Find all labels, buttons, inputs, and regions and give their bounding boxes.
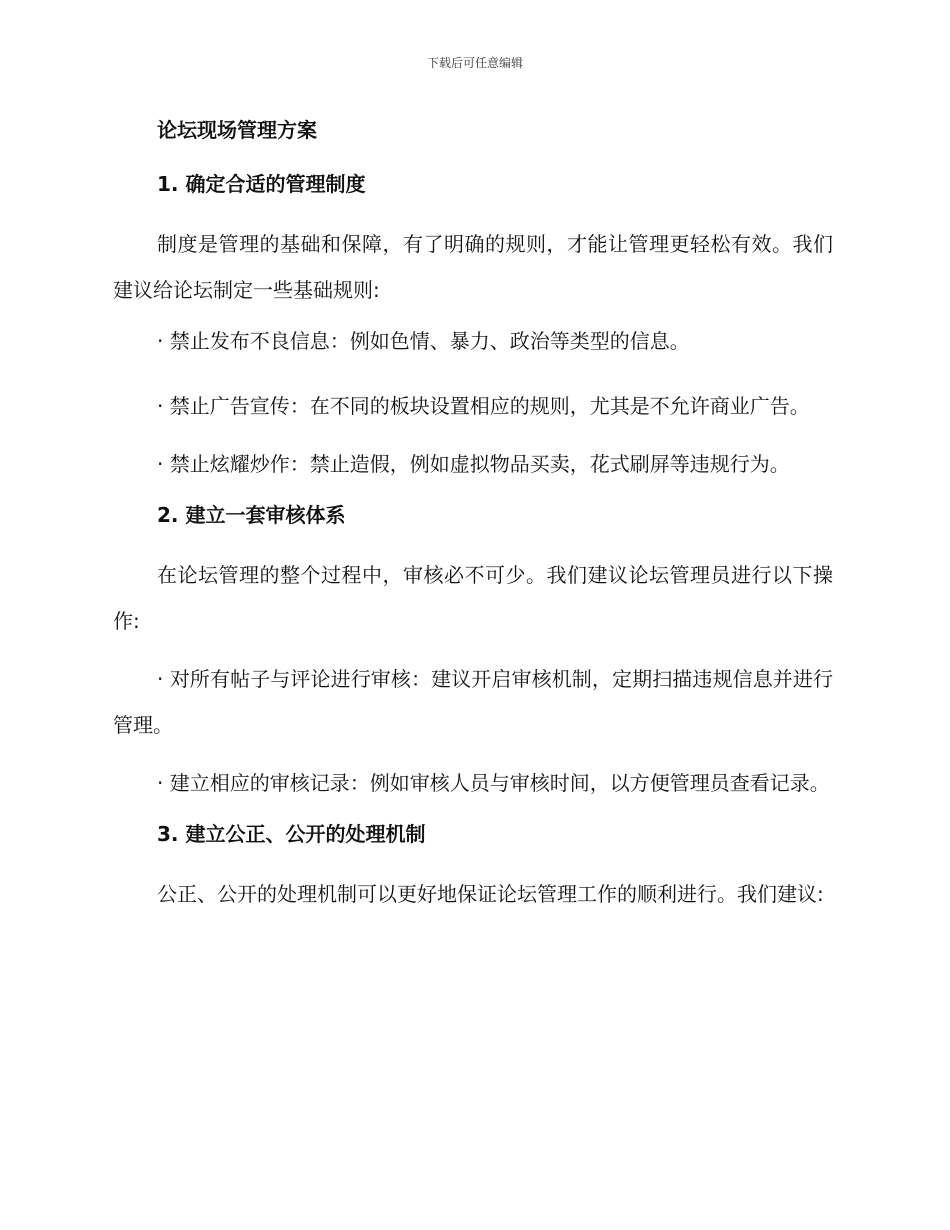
section-2-bullet-2: · 建立相应的审核记录：例如审核人员与审核时间，以方便管理员查看记录。 xyxy=(157,771,830,795)
section-3-paragraph-intro: 公正、公开的处理机制可以更好地保证论坛管理工作的顺利进行。我们建议: xyxy=(157,882,824,906)
section-1-bullet-2: · 禁止广告宣传：在不同的板块设置相应的规则，尤其是不允许商业广告。 xyxy=(157,394,810,418)
section-2-heading: 2. 建立一套审核体系 xyxy=(157,503,346,527)
document-title: 论坛现场管理方案 xyxy=(157,118,317,142)
header-note: 下载后可任意编辑 xyxy=(426,56,523,70)
section-1-paragraph-intro: 制度是管理的基础和保障，有了明确的规则，才能让管理更轻松有效。我们建议给论坛制定一些基础规则: xyxy=(113,232,833,302)
section-2-bullet-1: · 对所有帖子与评论进行审核：建议开启审核机制，定期扫描违规信息并进行管理。 xyxy=(113,667,833,737)
section-1-bullet-3: · 禁止炫耀炒作：禁止造假，例如虚拟物品买卖，花式刷屏等违规行为。 xyxy=(157,452,790,476)
document-body xyxy=(113,114,833,929)
section-1-bullet-1: · 禁止发布不良信息：例如色情、暴力、政治等类型的信息。 xyxy=(157,329,690,353)
section-3-heading: 3. 建立公正、公开的处理机制 xyxy=(157,822,426,846)
section-1-heading: 1. 确定合适的管理制度 xyxy=(157,172,366,196)
section-2-paragraph-intro: 在论坛管理的整个过程中，审核必不可少。我们建议论坛管理员进行以下操作: xyxy=(113,563,833,633)
